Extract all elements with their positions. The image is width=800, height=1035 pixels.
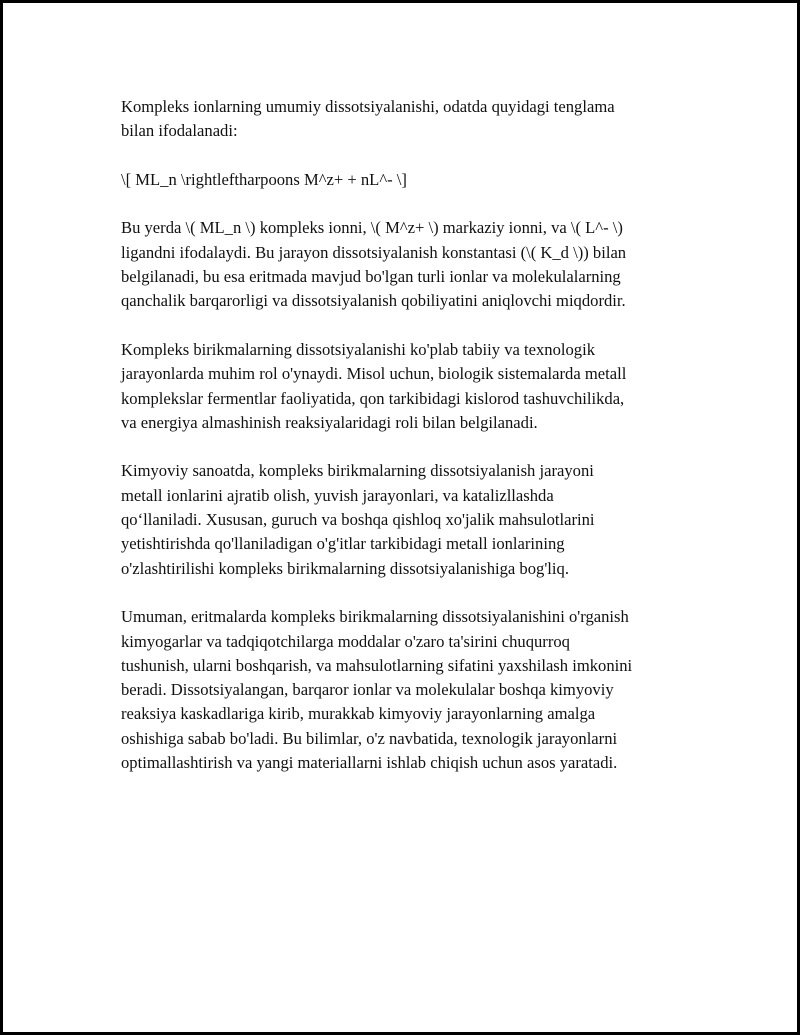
paragraph-biological: Kompleks birikmalarning dissotsiyalanishi ko'plab tabiiy va texnologik jarayonlarda muhim rol o'ynaydi. Misol uchun, biologik sistemalarda metall komplekslar fermentlar faoliyatida, qon tarkibidagi kislorod tashuvchilikda, va energiya almashinish reaksiyalaridagi roli bilan belgilanadi. <box>121 339 627 432</box>
paragraph-definitions: Bu yerda \( ML_n \) kompleks ionni, \( M^z+ \) markaziy ionni, va \( L^- \) ligandni ifodalaydi. Bu jarayon dissotsiyalanish konstantasi (\( K_d \)) bilan belgilanadi, bu esa eritmada mavjud bo'lgan turli ionlar va molekulalarning qanchalik barqarorligi va dissotsiyalanish qobiliyatini aniqlovchi miqdordir. <box>121 218 627 311</box>
document-body <box>121 95 701 800</box>
equation-dissociation: \[ ML_n \rightleftharpoons M^z+ + nL^- \] <box>121 169 407 189</box>
paragraph-industry: Kimyoviy sanoatda, kompleks birikmalarning dissotsiyalanish jarayoni metall ionlarini ajratib olish, yuvish jarayonlari, va katalizllashda qo‘llaniladi. Xususan, guruch va boshqa qishloq xo'jalik mahsulotlarini yetishtirishda qo'llaniladigan o'g'itlar tarkibidagi metall ionlarining o'zlashtirilishi kompleks birikmalarning dissotsiyalanishiga bog'liq. <box>121 461 595 578</box>
paragraph-conclusion: Umuman, eritmalarda kompleks birikmalarning dissotsiyalanishini o'rganish kimyogarlar va tadqiqotchilarga moddalar o'zaro ta'sirini chuqurroq tushunish, ularni boshqarish, va mahsulotlarning sifatini yaxshilash imkonini beradi. Dissotsiyalangan, barqaror ionlar va molekulalar boshqa kimyoviy reaksiya kaskadlariga kirib, murakkab kimyoviy jarayonlarning amalga oshishiga sabab bo'ladi. Bu bilimlar, o'z navbatida, texnologik jarayonlarni optimallashtirish va yangi materiallarni ishlab chiqish uchun asos yaratadi. <box>121 607 633 773</box>
paragraph-intro: Kompleks ionlarning umumiy dissotsiyalanishi, odatda quyidagi tenglama bilan ifodalanadi: <box>121 97 615 141</box>
